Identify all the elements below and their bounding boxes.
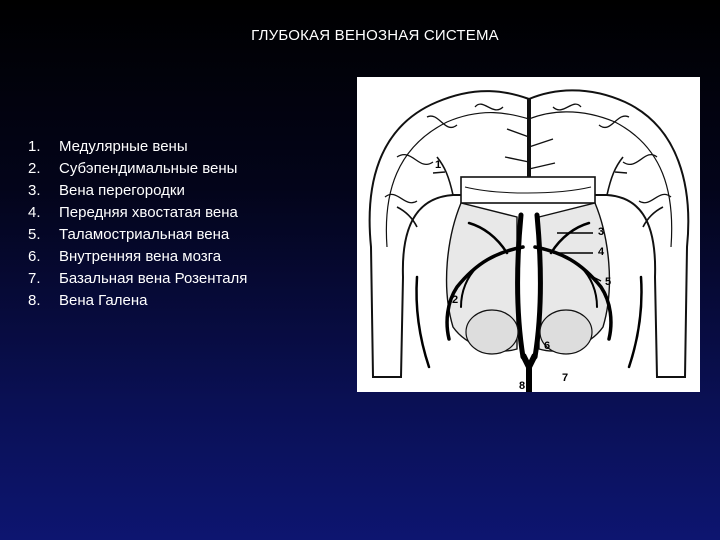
legend-text: Передняя хвостатая вена — [59, 204, 238, 221]
slide-title: ГЛУБОКАЯ ВЕНОЗНАЯ СИСТЕМА — [251, 27, 499, 44]
legend-text: Субэпендимальные вены — [59, 160, 238, 177]
legend-number: 4. — [28, 204, 41, 221]
legend-item — [28, 158, 247, 180]
legend-item — [28, 224, 247, 246]
label-7: 7 — [562, 372, 569, 384]
legend-number: 2. — [28, 160, 41, 177]
label-6: 6 — [544, 340, 551, 352]
label-2: 2 — [452, 294, 459, 306]
legend-text: Внутренняя вена мозга — [59, 248, 222, 265]
legend-text: Медулярные вены — [59, 138, 188, 155]
label-4: 4 — [598, 246, 605, 258]
venous-system-illustration — [357, 77, 700, 392]
label-8: 8 — [519, 380, 526, 392]
legend-text: Таламостриальная вена — [59, 226, 230, 243]
left-thalamus — [466, 310, 518, 354]
legend-item — [28, 180, 247, 202]
legend-number: 1. — [28, 138, 41, 155]
legend-text: Вена перегородки — [59, 182, 185, 199]
label-5: 5 — [605, 276, 612, 288]
label-1: 1 — [435, 159, 442, 171]
brain-veins-drawing — [357, 77, 700, 392]
legend-number: 6. — [28, 248, 41, 265]
legend-text: Вена Галена — [59, 292, 148, 309]
legend-item — [28, 202, 247, 224]
legend-item — [28, 290, 247, 312]
legend-item — [28, 268, 247, 290]
legend-number: 5. — [28, 226, 41, 243]
legend-text: Базальная вена Розенталя — [59, 270, 248, 287]
legend-item — [28, 136, 247, 158]
legend-number: 3. — [28, 182, 41, 199]
label-3: 3 — [598, 226, 605, 238]
legend-item — [28, 246, 247, 268]
legend-number: 8. — [28, 292, 41, 309]
legend-list — [28, 136, 247, 312]
legend-number: 7. — [28, 270, 41, 287]
